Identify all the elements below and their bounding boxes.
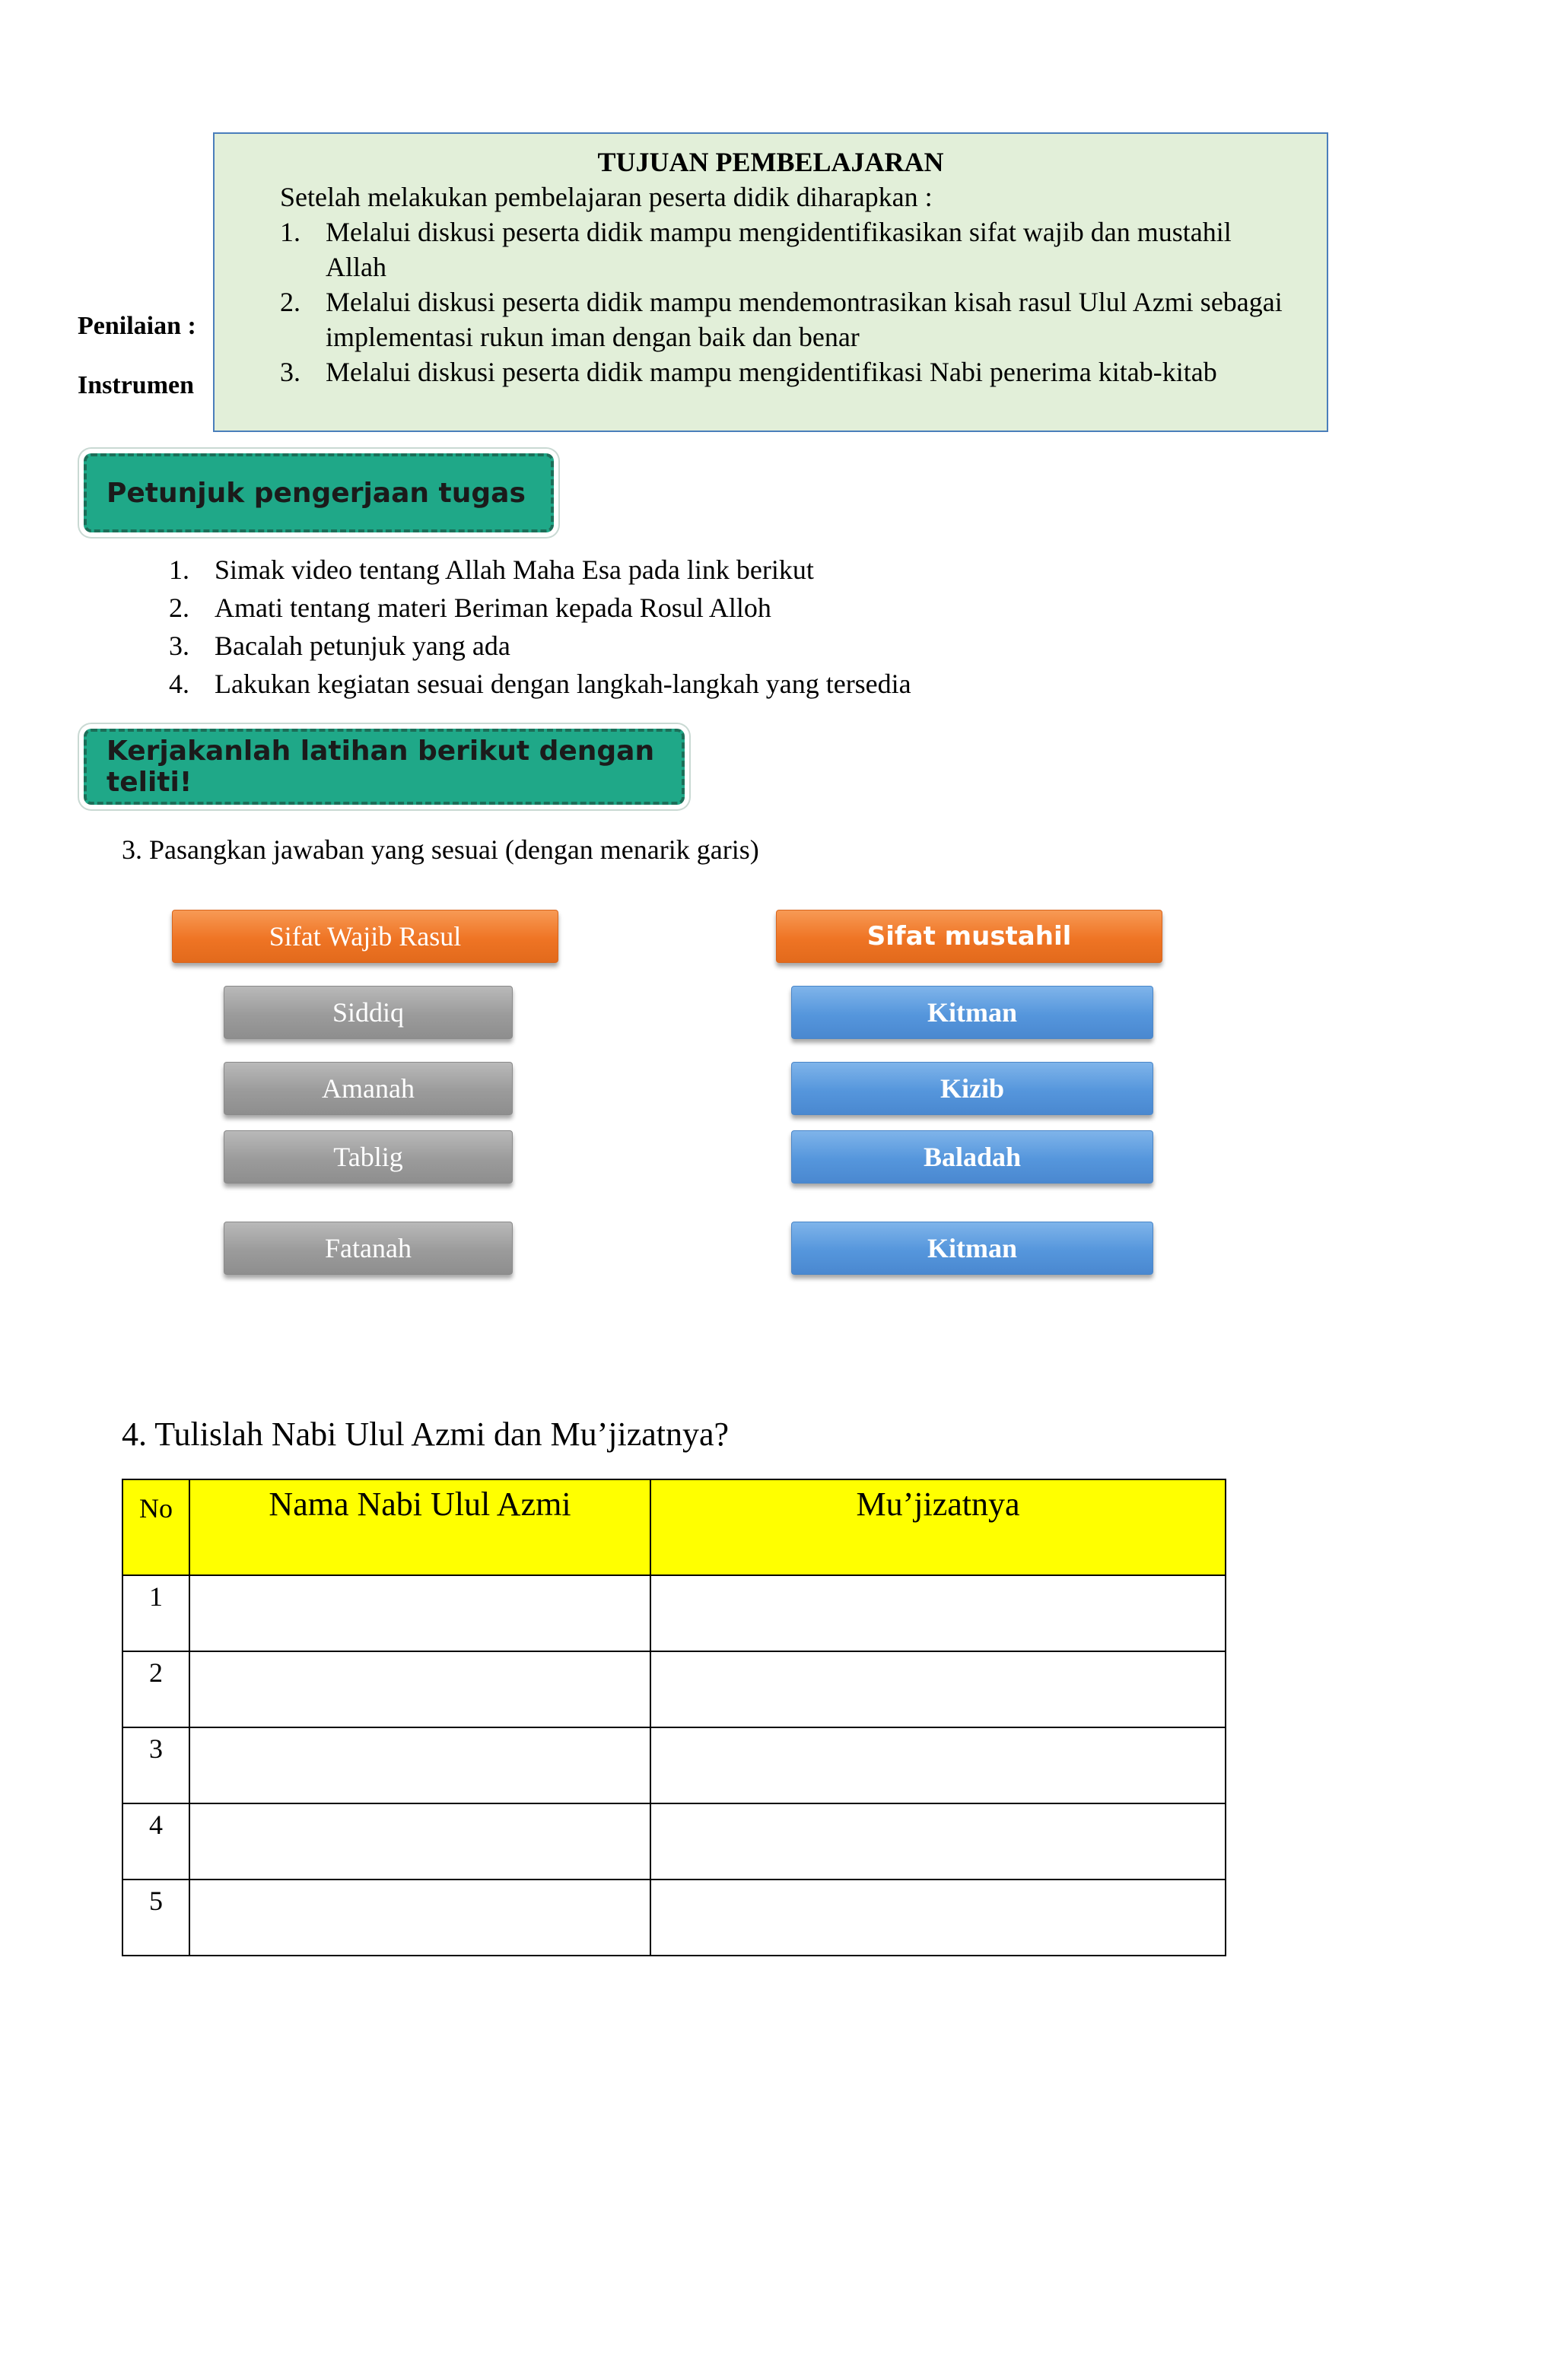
mujizat-cell[interactable]	[650, 1575, 1226, 1651]
right-item-kizib[interactable]: Kizib	[791, 1062, 1153, 1115]
nama-nabi-cell[interactable]	[189, 1727, 650, 1803]
ulul-azmi-table	[122, 1479, 1226, 1956]
objectives-list	[280, 214, 1292, 389]
left-item-tablig[interactable]: Tablig	[224, 1130, 513, 1184]
left-header-sifat-wajib[interactable]: Sifat Wajib Rasul	[172, 910, 558, 963]
mujizat-cell[interactable]	[650, 1880, 1226, 1956]
step-item: 4. Lakukan kegiatan sesuai dengan langkah-langkah yang tersedia	[169, 669, 911, 699]
row-number: 4	[122, 1803, 189, 1880]
table-row	[122, 1880, 1226, 1956]
right-item-baladah[interactable]: Baladah	[791, 1130, 1153, 1184]
step-item: 3. Bacalah petunjuk yang ada	[169, 631, 510, 661]
table-row	[122, 1651, 1226, 1727]
header-nama-nabi: Nama Nabi Ulul Azmi	[189, 1479, 650, 1575]
row-number: 1	[122, 1575, 189, 1651]
instruction-steps	[169, 551, 911, 703]
right-header-sifat-mustahil[interactable]: Sifat mustahil	[776, 910, 1162, 963]
objective-item: 2. Melalui diskusi peserta didik mampu mendemontrasikan kisah rasul Ulul Azmi sebagai implementasi rukun iman dengan baik dan benar	[280, 287, 1283, 352]
right-item-kitman-2[interactable]: Kitman	[791, 1222, 1153, 1275]
step-item: 2. Amati tentang materi Beriman kepada Rosul Alloh	[169, 593, 771, 623]
nama-nabi-cell[interactable]	[189, 1575, 650, 1651]
objective-item: 1. Melalui diskusi peserta didik mampu mengidentifikasikan sifat wajib dan mustahil Allah	[280, 217, 1232, 282]
header-mujizat: Mu’jizatnya	[650, 1479, 1226, 1575]
row-number: 2	[122, 1651, 189, 1727]
left-item-amanah[interactable]: Amanah	[224, 1062, 513, 1115]
exercise-banner: Kerjakanlah latihan berikut dengan teliti!	[84, 729, 685, 805]
learning-objectives-box	[213, 132, 1328, 432]
table-row	[122, 1575, 1226, 1651]
mujizat-cell[interactable]	[650, 1727, 1226, 1803]
instrumen-label: Instrumen	[78, 371, 195, 399]
nama-nabi-cell[interactable]	[189, 1880, 650, 1956]
left-item-siddiq[interactable]: Siddiq	[224, 986, 513, 1039]
step-item: 1. Simak video tentang Allah Maha Esa pada link berikut	[169, 554, 814, 585]
header-no: No	[122, 1479, 189, 1575]
objectives-intro: Setelah melakukan pembelajaran peserta didik diharapkan :	[280, 182, 933, 212]
instructions-banner: Petunjuk pengerjaan tugas	[84, 453, 554, 532]
objectives-title: TUJUAN PEMBELAJARAN	[597, 147, 944, 177]
mujizat-cell[interactable]	[650, 1651, 1226, 1727]
table-row	[122, 1803, 1226, 1880]
left-item-fatanah[interactable]: Fatanah	[224, 1222, 513, 1275]
nama-nabi-cell[interactable]	[189, 1803, 650, 1880]
right-item-kitman[interactable]: Kitman	[791, 986, 1153, 1039]
question-4: 4. Tulislah Nabi Ulul Azmi dan Mu’jizatnya?	[122, 1416, 730, 1453]
row-number: 5	[122, 1880, 189, 1956]
table-row	[122, 1727, 1226, 1803]
question-3: 3. Pasangkan jawaban yang sesuai (dengan menarik garis)	[122, 834, 759, 865]
row-number: 3	[122, 1727, 189, 1803]
mujizat-cell[interactable]	[650, 1803, 1226, 1880]
nama-nabi-cell[interactable]	[189, 1651, 650, 1727]
penilaian-label: Penilaian :	[78, 312, 196, 340]
objective-item: 3. Melalui diskusi peserta didik mampu mengidentifikasi Nabi penerima kitab-kitab	[280, 357, 1217, 387]
